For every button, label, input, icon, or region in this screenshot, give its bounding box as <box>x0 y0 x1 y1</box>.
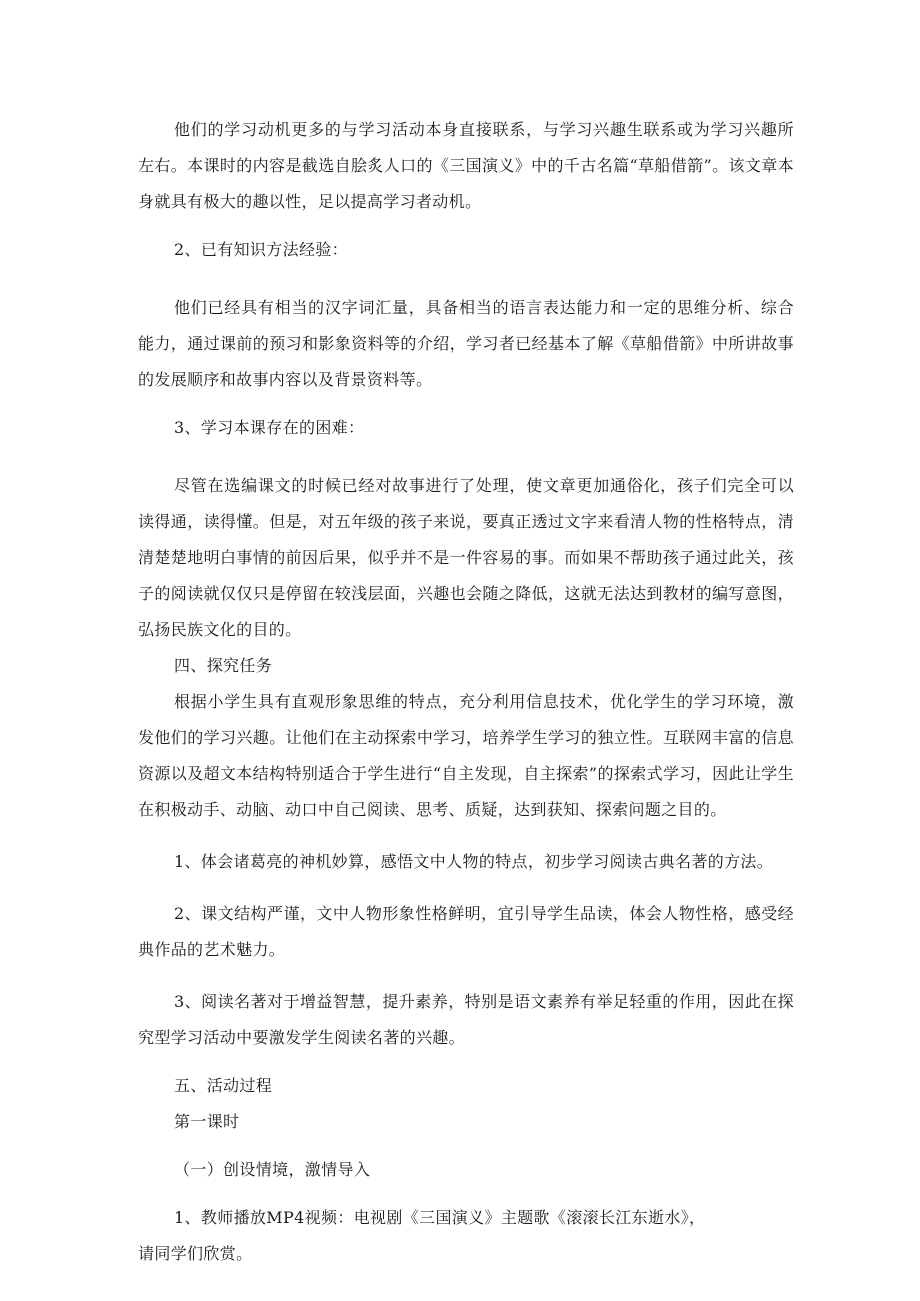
heading-step-1: （一）创设情境，激情导入 <box>174 1160 371 1179</box>
heading-first-lesson: 第一课时 <box>174 1112 240 1131</box>
heading-prior-knowledge: 2、已有知识方法经验： <box>174 240 349 259</box>
heading-inquiry-task: 四、探究任务 <box>174 656 273 675</box>
step-item-1-line-2: 请同学们欣赏。 <box>138 1244 253 1263</box>
heading-learning-difficulty: 3、学习本课存在的困难： <box>174 418 365 437</box>
task-item-2: 2、课文结构严谨，文中人物形象性格鲜明，宜引导学生品读，体会人物性格，感受经典作品的艺术魅力。 <box>138 904 794 959</box>
paragraph-learning-motivation: 他们的学习动机更多的与学习活动本身直接联系，与学习兴趣生联系或为学习兴趣所左右。本课时的内容是截选自脍炙人口的《三国演义》中的千古名篇“草船借箭”。该文章本身就具有极大的趣以性，足以提高学习者动机。 <box>138 120 794 211</box>
task-item-1: 1、体会诸葛亮的神机妙算，感悟文中人物的特点，初步学习阅读古典名著的方法。 <box>174 852 774 871</box>
paragraph-learning-difficulty: 尽管在选编课文的时候已经对故事进行了处理，使文章更加通俗化，孩子们完全可以读得通，读得懂。但是，对五年级的孩子来说，要真正透过文字来看清人物的性格特点，清清楚楚地明白事情的前因后果，似乎并不是一件容易的事。而如果不帮助孩子通过此关，孩子的阅读就仅仅只是停留在较浅层面，兴趣也会随之降低，这就无法达到教材的编写意图，弘扬民族文化的目的。 <box>138 476 794 639</box>
paragraph-inquiry-task: 根据小学生具有直观形象思维的特点，充分利用信息技术，优化学生的学习环境，激发他们的学习兴趣。让他们在主动探索中学习，培养学生学习的独立性。互联网丰富的信息资源以及超文本结构特别适合于学生进行“自主发现，自主探索”的探索式学习，因此让学生在积极动手、动脑、动口中自己阅读、思考、质疑，达到获知、探索问题之目的。 <box>138 692 794 819</box>
task-item-3: 3、阅读名著对于增益智慧，提升素养，特别是语文素养有举足轻重的作用，因此在探究型学习活动中要激发学生阅读名著的兴趣。 <box>138 992 794 1047</box>
document-page <box>138 112 794 1272</box>
step-item-1-line-1: 1、教师播放MP4视频：电视剧《三国演义》主题歌《滚滚长江东逝水》， <box>174 1208 706 1227</box>
paragraph-prior-knowledge: 他们已经具有相当的汉字词汇量，具备相当的语言表达能力和一定的思维分析、综合能力，通过课前的预习和影象资料等的介绍，学习者已经基本了解《草船借箭》中所讲故事的发展顺序和故事内容以及背景资料等。 <box>138 298 794 389</box>
heading-activity-process: 五、活动过程 <box>174 1076 273 1095</box>
